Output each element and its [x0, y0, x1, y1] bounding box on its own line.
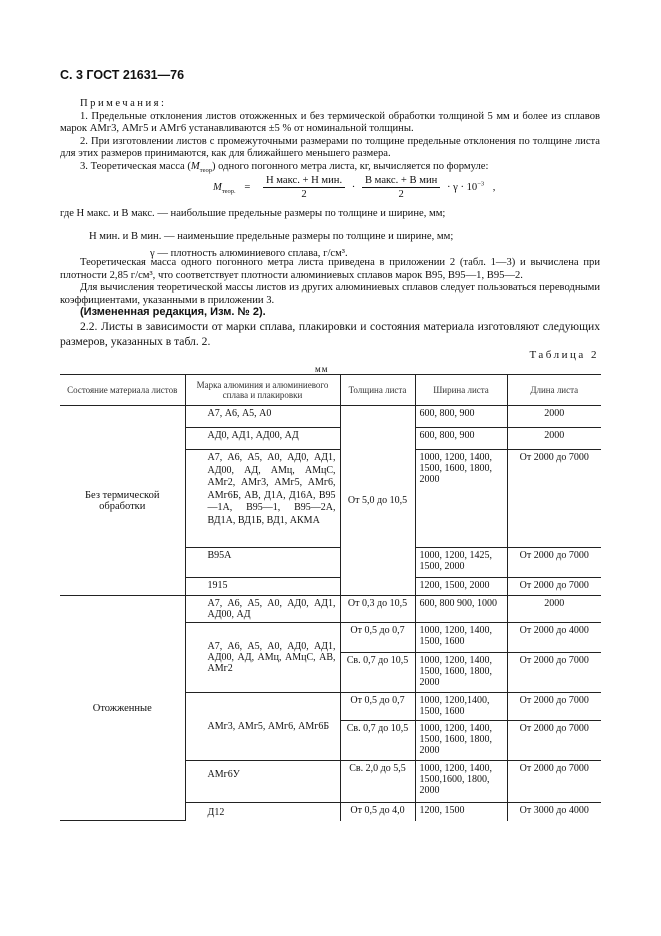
header-thickness: Толщина листа	[340, 375, 415, 406]
width-cell: 1000, 1200, 1400, 1500, 1600, 1800, 2000	[415, 721, 507, 761]
length-cell: От 2000 до 7000	[507, 548, 601, 578]
mass-explanation	[60, 257, 600, 307]
table-header-row	[60, 375, 601, 406]
mass-formula: $M_{теор.}$ = $\frac{\text{H макс. + H мин.}}{2}$ · $\frac{\text{B макс. + B мин}}{2}$ · $\gamma \cdot 10^{-3}$ ,	[213, 175, 496, 200]
notes-title: Примечания:	[80, 98, 167, 109]
note-1: 1. Предельные отклонения листов отожженных и без термической обработки толщиной 5 мм и более из сплавов марок АМг3, АМг5 и АМг6 устанавливаются ±5 % от номинальной толщины.	[60, 110, 600, 135]
legend-line-1: где H макс. и B макс. — наибольшие предельные размеры по толщине и ширине, мм;	[60, 208, 446, 219]
thickness-cell: От 0,3 до 10,5	[340, 596, 415, 623]
clause-2-2: 2.2. Листы в зависимости от марки сплава, плакировки и состояния материала изготовляют следующих размеров, указанных в табл. 2.	[60, 320, 600, 348]
grade-cell: А7, А6, А5, А0, АД0, АД1, АД00, АД	[185, 596, 340, 623]
grade-cell: Д12	[185, 803, 340, 821]
width-cell: 1000, 1200, 1425, 1500, 2000	[415, 548, 507, 578]
table-row	[60, 406, 601, 428]
grade-cell: 1915	[185, 578, 340, 596]
length-cell: 2000	[507, 596, 601, 623]
length-cell: От 2000 до 7000	[507, 721, 601, 761]
formula-eq: =	[244, 181, 251, 193]
width-cell: 600, 800, 900	[415, 428, 507, 450]
length-cell: 2000	[507, 406, 601, 428]
sizes-table	[60, 374, 601, 821]
formula-fraction-b: $\frac{\text{B макс. + B мин}}{2}$	[362, 175, 440, 200]
length-cell: От 2000 до 7000	[507, 693, 601, 721]
thickness-cell: Св. 0,7 до 10,5	[340, 653, 415, 693]
length-cell: 2000	[507, 428, 601, 450]
legend-line-3: γ — плотность алюминиевого сплава, г/см³.	[150, 248, 348, 259]
page-header: С. 3 ГОСТ 21631—76	[60, 68, 185, 82]
grade-cell: А7, А6, А5, А0, АД0, АД1, АД00, АД, АМц, АМцС, АВ, АМг2	[185, 623, 340, 693]
mass-explanation-p2: Для вычисления теоретической массы листов из других алюминиевых сплавов следует пользоваться переводными коэффициентами, указанными в приложении 3.	[60, 282, 600, 306]
width-cell: 600, 800 900, 1000	[415, 596, 507, 623]
table-unit: мм	[315, 364, 329, 374]
thickness-cell: Св. 0,7 до 10,5	[340, 721, 415, 761]
thickness-cell: Св. 2,0 до 5,5	[340, 761, 415, 803]
formula-lhs: M	[213, 181, 222, 193]
grade-cell: А7, А6, А5, А0, АД0, АД1, АД00, АД, АМц, АМцС, АМг2, АМг3, АМг5, АМг6, АМг6Б, АВ, Д1А, Д16А, В95—1А, В95—1, В95—2А, ВД1А, ВД1Б, ВД1, АКМА	[185, 450, 340, 548]
mass-explanation-p1: Теоретическая масса одного погонного метра листа приведена в приложении 2 (табл. 1—3) и вычислена при плотности 2,85 г/см³, что соответствует плотности алюминиевых сплавов марок В95, В95—1, В95—2.	[60, 257, 600, 281]
length-cell: От 3000 до 4000	[507, 803, 601, 821]
width-cell: 1000, 1200, 1400, 1500,1600, 1800, 2000	[415, 761, 507, 803]
revision-note: (Измененная редакция, Изм. № 2).	[80, 306, 266, 318]
grade-cell: АД0, АД1, АД00, АД	[185, 428, 340, 450]
length-cell: От 2000 до 7000	[507, 578, 601, 596]
thickness-cell: От 0,5 до 0,7	[340, 693, 415, 721]
header-state: Состояние материала листов	[60, 375, 185, 406]
width-cell: 1000, 1200, 1400, 1500, 1600	[415, 623, 507, 653]
length-cell: От 2000 до 7000	[507, 450, 601, 548]
grade-cell: А7, А6, А5, А0	[185, 406, 340, 428]
width-cell: 600, 800, 900	[415, 406, 507, 428]
note-3: 3. Теоретическая масса $(M_{теор})$ одного погонного метра листа, кг, вычисляется по формуле:	[80, 160, 489, 175]
width-cell: 1000, 1200, 1400, 1500, 1600, 1800, 2000	[415, 653, 507, 693]
width-cell: 1000, 1200, 1400, 1500, 1600, 1800, 2000	[415, 450, 507, 548]
formula-tail: · γ · 10	[446, 181, 478, 193]
note-2: 2. При изготовлении листов с промежуточными размерами по толщине предельные отклонения по толщине листа для этих размеров принимаются, как для ближайшего меньшего размера.	[60, 135, 600, 160]
thickness-cell: От 0,5 до 4,0	[340, 803, 415, 821]
legend-line-2: H мин. и B мин. — наименьшие предельные размеры по толщине и ширине, мм;	[89, 231, 454, 242]
grade-cell: АМг3, АМг5, АМг6, АМг6Б	[185, 693, 340, 761]
state-cell: Без термической обработки	[60, 406, 185, 596]
header-grade: Марка алюминия и алюминиевого сплава и плакировки	[185, 375, 340, 406]
width-cell: 1200, 1500, 2000	[415, 578, 507, 596]
notes-section	[60, 98, 600, 178]
formula-fraction-h: $\frac{\text{H макс. + H мин.}}{2}$	[263, 175, 345, 200]
length-cell: От 2000 до 7000	[507, 653, 601, 693]
length-cell: От 2000 до 4000	[507, 623, 601, 653]
thickness-cell: От 5,0 до 10,5	[340, 406, 415, 596]
grade-cell: В95А	[185, 548, 340, 578]
header-width: Ширина листа	[415, 375, 507, 406]
width-cell: 1000, 1200,1400, 1500, 1600	[415, 693, 507, 721]
length-cell: От 2000 до 7000	[507, 761, 601, 803]
grade-cell: АМг6У	[185, 761, 340, 803]
width-cell: 1200, 1500	[415, 803, 507, 821]
state-cell: Отожженные	[60, 596, 185, 821]
thickness-cell: От 0,5 до 0,7	[340, 623, 415, 653]
table-caption: Таблица 2	[529, 349, 599, 361]
header-length: Длина листа	[507, 375, 601, 406]
table-row	[60, 596, 601, 623]
